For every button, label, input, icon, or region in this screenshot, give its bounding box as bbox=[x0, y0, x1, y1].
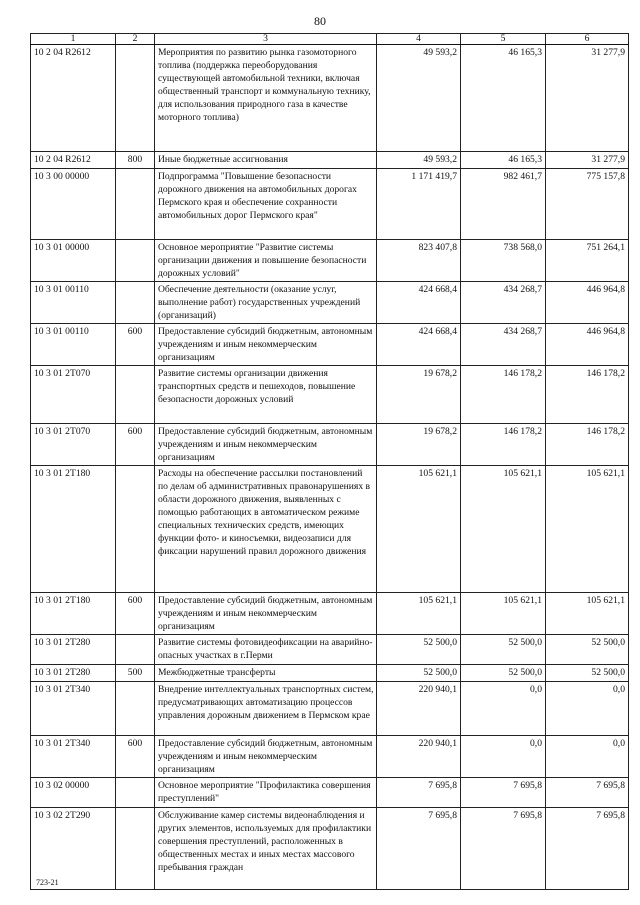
row-name: Обслуживание камер системы видеонаблюдения и других элементов, используемых для профилактики совершения преступлений, расположенных в общественных местах и иных местах массового пребывания граждан bbox=[155, 808, 377, 890]
column-header: 2 bbox=[116, 34, 155, 45]
table-row bbox=[31, 808, 629, 890]
row-value-col5: 146 178,2 bbox=[461, 366, 546, 424]
row-expense-type bbox=[116, 466, 155, 593]
row-code: 10 3 01 00110 bbox=[31, 282, 116, 324]
row-value-col5: 46 165,3 bbox=[461, 152, 546, 169]
row-value-col4: 49 593,2 bbox=[377, 152, 461, 169]
row-value-col6: 0,0 bbox=[546, 682, 629, 736]
row-name: Предоставление субсидий бюджетным, автономным учреждениям и иным некоммерческим организациям bbox=[155, 736, 377, 778]
row-value-col4: 7 695,8 bbox=[377, 778, 461, 808]
row-name: Иные бюджетные ассигнования bbox=[155, 152, 377, 169]
column-header: 5 bbox=[461, 34, 546, 45]
row-name: Предоставление субсидий бюджетным, автономным учреждениям и иным некоммерческим организациям bbox=[155, 324, 377, 366]
row-value-col6: 31 277,9 bbox=[546, 152, 629, 169]
row-expense-type bbox=[116, 282, 155, 324]
column-header: 6 bbox=[546, 34, 629, 45]
row-expense-type bbox=[116, 240, 155, 282]
row-code: 10 2 04 R2612 bbox=[31, 152, 116, 169]
row-value-col6: 7 695,8 bbox=[546, 778, 629, 808]
table-row bbox=[31, 169, 629, 240]
row-code: 10 3 00 00000 bbox=[31, 169, 116, 240]
row-value-col6: 105 621,1 bbox=[546, 466, 629, 593]
row-value-col6: 146 178,2 bbox=[546, 424, 629, 466]
row-value-col4: 105 621,1 bbox=[377, 593, 461, 635]
page-number: 80 bbox=[314, 14, 326, 28]
row-name: Мероприятия по развитию рынка газомоторного топлива (поддержка переоборудования существующей автомобильной техники, включая общественный транспорт и коммунальную технику, для использования природного газа в качестве моторного топлива) bbox=[155, 45, 377, 152]
row-name: Развитие системы фотовидеофиксации на аварийно-опасных участках в г.Перми bbox=[155, 635, 377, 665]
row-name: Расходы на обеспечение рассылки постановлений по делам об административных правонарушениях в области дорожного движения, выявленных с помощью работающих в автоматическом режиме специальных технических средств, имеющих функции фото- и киносъемки, видеозаписи для фиксации нарушений правил дорожного движения bbox=[155, 466, 377, 593]
row-value-col6: 751 264,1 bbox=[546, 240, 629, 282]
row-expense-type bbox=[116, 635, 155, 665]
row-value-col6: 446 964,8 bbox=[546, 282, 629, 324]
row-code: 10 3 02 2Т290 bbox=[31, 808, 116, 890]
row-value-col5: 146 178,2 bbox=[461, 424, 546, 466]
row-expense-type bbox=[116, 682, 155, 736]
row-value-col5: 434 268,7 bbox=[461, 282, 546, 324]
row-value-col5: 0,0 bbox=[461, 736, 546, 778]
row-name: Подпрограмма "Повышение безопасности дорожного движения на автомобильных дорогах Пермского края и обеспечение сохранности автомобильных дорог Пермского края" bbox=[155, 169, 377, 240]
row-value-col4: 52 500,0 bbox=[377, 665, 461, 682]
table-row bbox=[31, 240, 629, 282]
table-row bbox=[31, 682, 629, 736]
row-value-col5: 0,0 bbox=[461, 682, 546, 736]
row-value-col5: 7 695,8 bbox=[461, 778, 546, 808]
row-name: Внедрение интеллектуальных транспортных систем, предусматривающих автоматизацию процессов управления дорожным движением в Пермском крае bbox=[155, 682, 377, 736]
row-value-col4: 220 940,1 bbox=[377, 736, 461, 778]
row-value-col5: 738 568,0 bbox=[461, 240, 546, 282]
row-expense-type: 800 bbox=[116, 152, 155, 169]
row-code: 10 3 01 2Т340 bbox=[31, 682, 116, 736]
row-value-col6: 146 178,2 bbox=[546, 366, 629, 424]
row-code: 10 3 01 2Т280 bbox=[31, 635, 116, 665]
table-row bbox=[31, 45, 629, 152]
budget-table bbox=[30, 33, 629, 890]
row-value-col5: 434 268,7 bbox=[461, 324, 546, 366]
row-expense-type bbox=[116, 45, 155, 152]
row-name: Предоставление субсидий бюджетным, автономным учреждениям и иным некоммерческим организациям bbox=[155, 424, 377, 466]
row-expense-type: 600 bbox=[116, 324, 155, 366]
row-value-col6: 105 621,1 bbox=[546, 593, 629, 635]
table-row bbox=[31, 466, 629, 593]
row-value-col4: 19 678,2 bbox=[377, 424, 461, 466]
row-name: Предоставление субсидий бюджетным, автономным учреждениям и иным некоммерческим организациям bbox=[155, 593, 377, 635]
table-row bbox=[31, 736, 629, 778]
row-value-col4: 1 171 419,7 bbox=[377, 169, 461, 240]
row-value-col5: 105 621,1 bbox=[461, 593, 546, 635]
row-value-col5: 52 500,0 bbox=[461, 635, 546, 665]
row-name: Межбюджетные трансферты bbox=[155, 665, 377, 682]
row-name: Обеспечение деятельности (оказание услуг, выполнение работ) государственных учреждений (организаций) bbox=[155, 282, 377, 324]
row-value-col5: 46 165,3 bbox=[461, 45, 546, 152]
row-code: 10 3 01 00000 bbox=[31, 240, 116, 282]
row-name: Основное мероприятие "Профилактика совершения преступлений" bbox=[155, 778, 377, 808]
row-value-col5: 7 695,8 bbox=[461, 808, 546, 890]
row-value-col4: 220 940,1 bbox=[377, 682, 461, 736]
row-value-col5: 105 621,1 bbox=[461, 466, 546, 593]
row-code: 10 3 02 00000 bbox=[31, 778, 116, 808]
row-expense-type: 500 bbox=[116, 665, 155, 682]
table-row bbox=[31, 778, 629, 808]
table-row bbox=[31, 282, 629, 324]
table-row bbox=[31, 324, 629, 366]
row-expense-type bbox=[116, 169, 155, 240]
row-code: 10 3 01 2Т180 bbox=[31, 593, 116, 635]
row-code: 10 3 01 2Т280 bbox=[31, 665, 116, 682]
row-value-col4: 52 500,0 bbox=[377, 635, 461, 665]
row-code: 10 3 01 2Т070 bbox=[31, 424, 116, 466]
row-code: 10 3 01 00110 bbox=[31, 324, 116, 366]
row-expense-type bbox=[116, 778, 155, 808]
row-value-col4: 424 668,4 bbox=[377, 282, 461, 324]
row-value-col5: 52 500,0 bbox=[461, 665, 546, 682]
row-value-col6: 52 500,0 bbox=[546, 665, 629, 682]
row-value-col4: 105 621,1 bbox=[377, 466, 461, 593]
column-header: 3 bbox=[155, 34, 377, 45]
row-expense-type: 600 bbox=[116, 424, 155, 466]
row-value-col6: 446 964,8 bbox=[546, 324, 629, 366]
table-row bbox=[31, 152, 629, 169]
table-row bbox=[31, 635, 629, 665]
row-value-col4: 19 678,2 bbox=[377, 366, 461, 424]
document-footer-code: 723-21 bbox=[36, 878, 59, 887]
column-header: 4 bbox=[377, 34, 461, 45]
row-expense-type: 600 bbox=[116, 736, 155, 778]
table-row bbox=[31, 593, 629, 635]
row-value-col6: 7 695,8 bbox=[546, 808, 629, 890]
row-name: Основное мероприятие "Развитие системы организации движения и повышение безопасности дорожных условий" bbox=[155, 240, 377, 282]
table-row bbox=[31, 424, 629, 466]
table-row bbox=[31, 366, 629, 424]
row-code: 10 3 01 2Т070 bbox=[31, 366, 116, 424]
row-value-col5: 982 461,7 bbox=[461, 169, 546, 240]
row-expense-type bbox=[116, 366, 155, 424]
row-value-col4: 49 593,2 bbox=[377, 45, 461, 152]
row-value-col6: 775 157,8 bbox=[546, 169, 629, 240]
row-code: 10 3 01 2Т180 bbox=[31, 466, 116, 593]
row-expense-type bbox=[116, 808, 155, 890]
row-expense-type: 600 bbox=[116, 593, 155, 635]
row-code: 10 2 04 R2612 bbox=[31, 45, 116, 152]
table-row bbox=[31, 665, 629, 682]
row-name: Развитие системы организации движения транспортных средств и пешеходов, повышение безопасности дорожных условий bbox=[155, 366, 377, 424]
row-code: 10 3 01 2Т340 bbox=[31, 736, 116, 778]
row-value-col6: 31 277,9 bbox=[546, 45, 629, 152]
row-value-col6: 52 500,0 bbox=[546, 635, 629, 665]
row-value-col4: 424 668,4 bbox=[377, 324, 461, 366]
row-value-col4: 7 695,8 bbox=[377, 808, 461, 890]
row-value-col4: 823 407,8 bbox=[377, 240, 461, 282]
column-header: 1 bbox=[31, 34, 116, 45]
row-value-col6: 0,0 bbox=[546, 736, 629, 778]
column-number-row bbox=[31, 34, 629, 45]
